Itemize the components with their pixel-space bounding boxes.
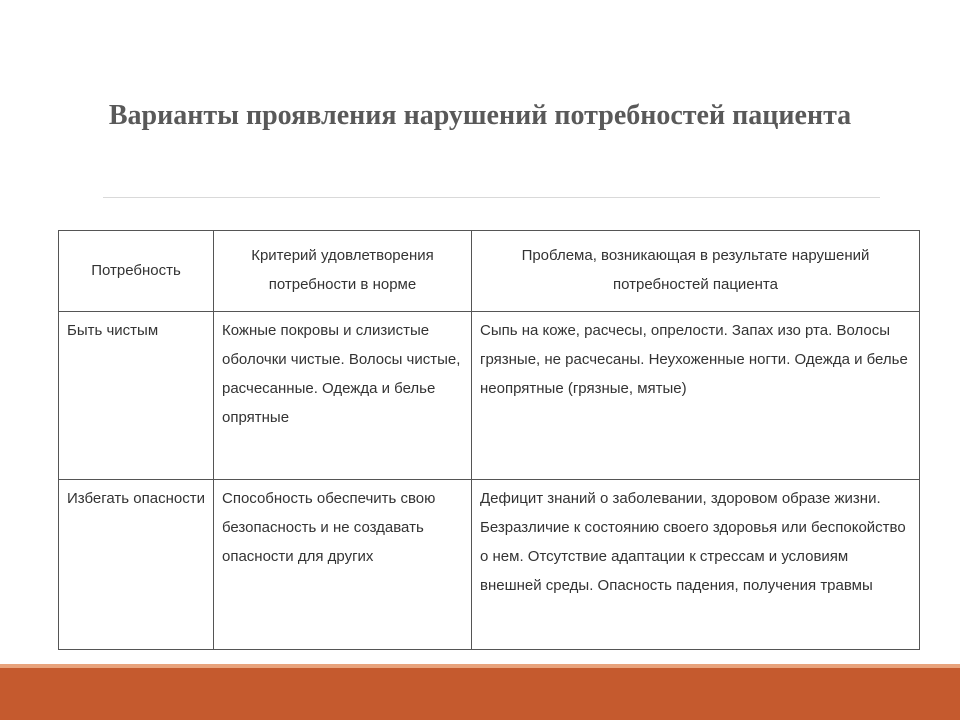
header-criterion: Критерий удовлетворения потребности в норме — [214, 231, 472, 312]
header-problem: Проблема, возникающая в результате нарушений потребностей пациента — [472, 231, 920, 312]
cell-need: Быть чистым — [59, 312, 214, 480]
needs-table — [58, 230, 920, 650]
table-row — [59, 312, 920, 480]
header-need: Потребность — [59, 231, 214, 312]
cell-criterion: Способность обеспечить свою безопасность и не создавать опасности для других — [214, 480, 472, 650]
cell-criterion: Кожные покровы и слизистые оболочки чистые. Волосы чистые, расчесанные. Одежда и белье опрятные — [214, 312, 472, 480]
title-divider — [103, 197, 880, 198]
cell-need: Избегать опасности — [59, 480, 214, 650]
table-header-row — [59, 231, 920, 312]
footer-accent-bar — [0, 668, 960, 720]
table-row — [59, 480, 920, 650]
cell-problem: Сыпь на коже, расчесы, опрелости. Запах изо рта. Волосы грязные, не расчесаны. Неухоженные ногти. Одежда и белье неопрятные (грязные, мятые) — [472, 312, 920, 480]
slide-title: Варианты проявления нарушений потребностей пациента — [108, 100, 852, 131]
cell-problem: Дефицит знаний о заболевании, здоровом образе жизни. Безразличие к состоянию своего здоровья или беспокойство о нем. Отсутствие адаптации к стрессам и условиям внешней среды. Опасность падения, получения травмы — [472, 480, 920, 650]
